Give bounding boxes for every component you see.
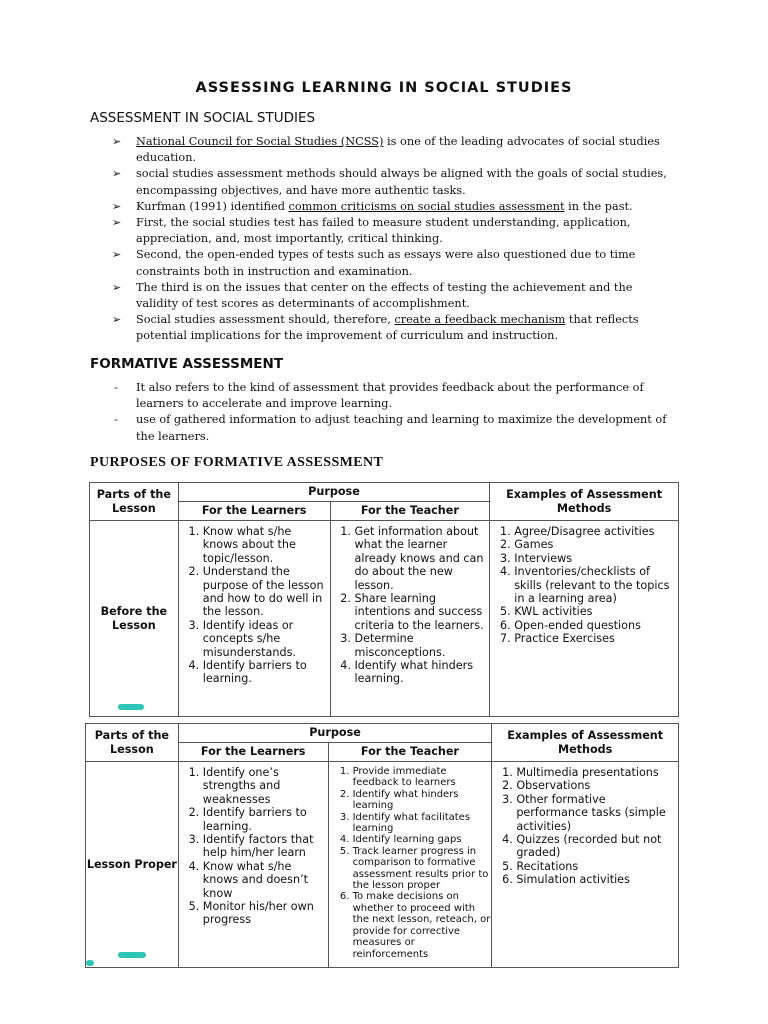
list-item: 3. Identify ideas or concepts s/he misunderstands. [203,619,330,659]
list-item: 3. Interviews [514,552,678,565]
list-item: 5. Recitations [516,860,678,873]
arrow-bullet-icon: ➢ [112,135,122,148]
highlight-marker [118,704,144,710]
list-item: 1. Know what s/he knows about the topic/lesson. [203,525,330,565]
list-item: 2. Observations [516,779,678,792]
list-item: 2. Understand the purpose of the lesson and how to do well in the lesson. [203,565,330,619]
list-item: 3. Determine misconceptions. [355,632,490,659]
arrow-bullet-icon: ➢ [112,313,122,327]
bullet-item: ➢ First, the social studies test has failed to measure student understanding, application, appreciation, and, most importantly, critical thinking. [112,216,631,246]
arrow-bullet-icon: ➢ [112,248,122,262]
formative-dash-list [112,380,684,445]
assessment-bullet-list [112,134,672,345]
bullet-item: ➢ Social studies assessment should, therefore, create a feedback mechanism that reflects potential implications for the improvement of curriculum and instruction. [112,313,639,343]
examples-cell [492,762,679,968]
underlined-term: create a feedback mechanism [394,313,566,327]
header-for-teacher: For the Teacher [330,502,490,521]
list-item: 5. Monitor his/her own progress [203,900,328,927]
list-item: 2. Share learning intentions and success criteria to the learners. [355,592,490,632]
section-heading-assessment: ASSESSMENT IN SOCIAL STUDIES [90,110,316,126]
header-parts-of-lesson: Parts of the Lesson [90,483,179,521]
page-title: ASSESSING LEARNING IN SOCIAL STUDIES [195,80,573,96]
examples-cell [490,521,679,717]
header-for-teacher: For the Teacher [328,743,492,762]
highlight-marker [118,952,146,958]
header-examples: Examples of Assessment Methods [490,483,679,521]
list-item: 1. Provide immediate feedback to learners [353,766,492,789]
bullet-item: ➢ Kurfman (1991) identified common criticisms on social studies assessment in the past. [112,199,672,215]
bullet-item: ➢ The third is on the issues that center on the effects of testing the achievement and the validity of test scores as determinants of accomplishment. [112,280,633,311]
list-item: 3. Identify factors that help him/her learn [203,833,328,860]
list-item: 7. Practice Exercises [514,632,678,645]
dash-item: - use of gathered information to adjust teaching and learning to maximize the development of the learners. [114,413,667,443]
list-item: 3. Identify what facilitates learning [353,812,492,835]
underlined-term: common criticisms on social studies assessment [288,199,565,213]
dash-item: - It also refers to the kind of assessment that provides feedback about the performance of learners to accelerate and improve learning. [114,381,644,411]
learners-cell [178,521,330,717]
teacher-cell [328,762,492,968]
list-item: 1. Get information about what the learner already knows and can do about the new lesson. [355,525,490,592]
header-purpose: Purpose [178,724,492,743]
list-item: 4. Identify barriers to learning. [203,659,330,686]
lesson-part-cell: Before the Lesson [90,521,179,717]
list-item: 6. Simulation activities [516,873,678,886]
bullet-item: ➢ National Council for Social Studies (NCSS) is one of the leading advocates of social studies education. [112,135,660,165]
list-item: 6. To make decisions on whether to proceed with the next lesson, reteach, or provide for corrective measures or reinforcements [353,891,492,959]
list-item: 4. Identify learning gaps [353,834,492,845]
header-purpose: Purpose [178,483,490,502]
list-item: 1. Multimedia presentations [516,766,678,779]
purpose-table-lesson-proper [85,723,679,968]
bullet-item: ➢ social studies assessment methods should always be aligned with the goals of social studies, encompassing objectives, and have more authentic tasks. [112,167,667,197]
highlight-marker [86,960,94,966]
underlined-term: National Council for Social Studies (NCSS) [136,135,384,148]
header-parts-of-lesson: Parts of the Lesson [86,724,179,762]
arrow-bullet-icon: ➢ [112,216,122,230]
header-for-learners: For the Learners [178,743,328,762]
section-heading-purposes: PURPOSES OF FORMATIVE ASSESSMENT [90,455,384,470]
list-item: 6. Open-ended questions [514,619,678,632]
lesson-part-cell: Lesson Proper [86,762,179,968]
header-examples: Examples of Assessment Methods [492,724,679,762]
list-item: 1. Agree/Disagree activities [514,525,678,538]
arrow-bullet-icon: ➢ [112,280,122,294]
learners-cell [178,762,328,968]
list-item: 1. Identify one’s strengths and weaknesses [203,766,328,806]
list-item: 4. Inventories/checklists of skills (relevant to the topics in a learning area) [514,565,678,605]
purpose-table-before-lesson [89,482,679,717]
list-item: 5. Track learner progress in comparison to formative assessment results prior to the lesson proper [353,846,492,892]
section-heading-formative: FORMATIVE ASSESSMENT [90,356,284,372]
list-item: 4. Identify what hinders learning. [355,659,490,686]
list-item: 5. KWL activities [514,605,678,618]
list-item: 2. Identify barriers to learning. [203,806,328,833]
arrow-bullet-icon: ➢ [112,199,122,213]
list-item: 2. Identify what hinders learning [353,789,492,812]
bullet-item: ➢ Second, the open-ended types of tests such as essays were also questioned due to time constraints both in instruction and examination. [112,248,636,278]
list-item: 4. Know what s/he knows and doesn’t know [203,860,328,900]
list-item: 2. Games [514,538,678,551]
arrow-bullet-icon: ➢ [112,167,122,181]
header-for-learners: For the Learners [178,502,330,521]
list-item: 3. Other formative performance tasks (simple activities) [516,793,678,833]
teacher-cell [330,521,490,717]
list-item: 4. Quizzes (recorded but not graded) [516,833,678,860]
